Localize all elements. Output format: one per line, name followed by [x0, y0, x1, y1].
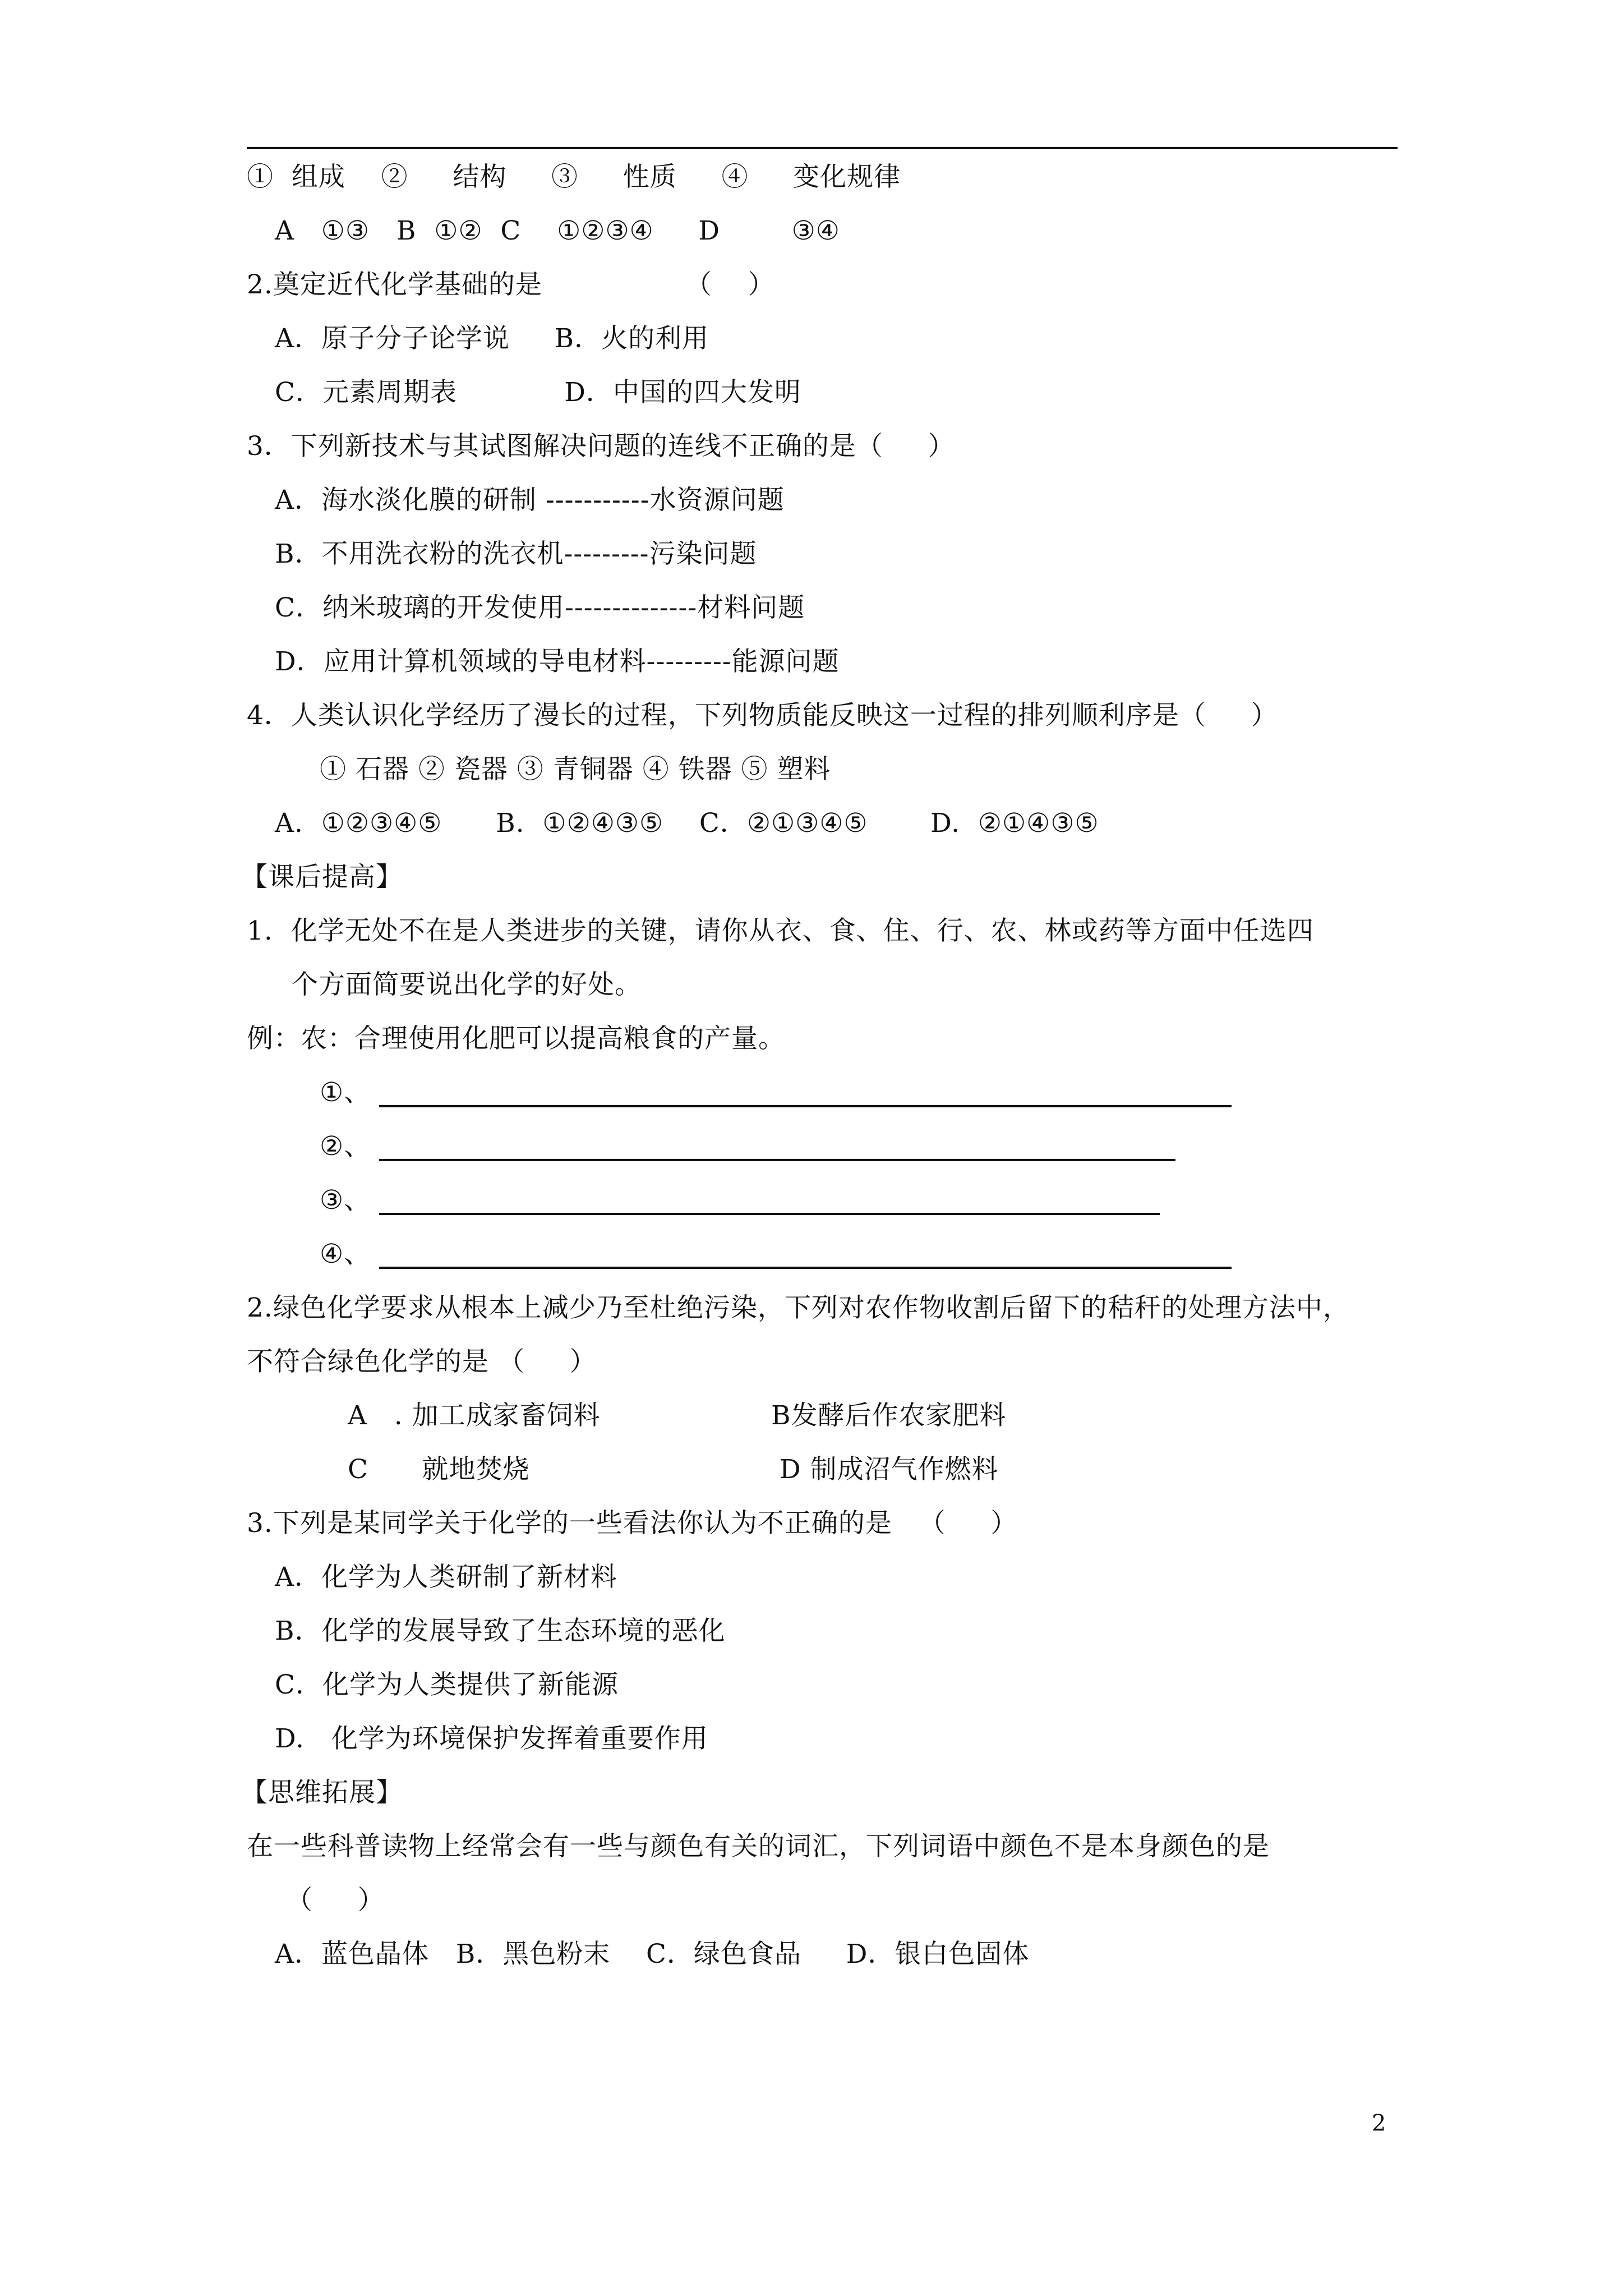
- p2-choice-c: C 就地焚烧: [348, 1454, 530, 1485]
- p3-stem: 3.下列是某同学关于化学的一些看法你认为不正确的是 （ ）: [247, 1508, 1018, 1539]
- answer-label-3: ③、: [320, 1185, 371, 1216]
- q3-stem: 3．下列新技术与其试图解决问题的连线不正确的是（ ）: [247, 431, 955, 462]
- e1-answer-bracket: （ ）: [286, 1885, 385, 1916]
- header-rule: [247, 147, 1398, 149]
- p1-stem-line2: 个方面简要说出化学的好处。: [292, 969, 642, 1000]
- p2-choice-a: A . 加工成家畜饲料: [348, 1400, 601, 1431]
- q4-choices: A. ①②③④⑤ B. ①②④③⑤ C．②①③④⑤ D. ②①④③⑤: [275, 808, 1099, 839]
- answer-blank-4[interactable]: [379, 1267, 1232, 1269]
- section-heading-extension: 【思维拓展】: [241, 1777, 403, 1808]
- answer-blank-3[interactable]: [379, 1213, 1160, 1215]
- answer-label-1: ①、: [320, 1077, 371, 1108]
- q3-choice-c: C．纳米玻璃的开发使用--------------材料问题: [275, 592, 805, 623]
- page-number: 2: [1372, 2110, 1386, 2136]
- q1-choices: A ①③ B ①② C ①②③④ D ③④: [275, 215, 840, 246]
- p1-example: 例：农：合理使用化肥可以提高粮食的产量。: [247, 1023, 785, 1054]
- p3-choice-a: A．化学为人类研制了新材料: [275, 1562, 617, 1593]
- q2-stem: 2.奠定近代化学基础的是 （ ）: [247, 269, 775, 300]
- q3-choice-b: B．不用洗衣粉的洗衣机---------污染问题: [275, 539, 757, 569]
- p2-choice-b: B发酵后作农家肥料: [771, 1400, 1007, 1431]
- q4-stem: 4．人类认识化学经历了漫长的过程，下列物质能反映这一过程的排列顺利序是（ ）: [247, 700, 1278, 731]
- answer-blank-1[interactable]: [379, 1105, 1232, 1107]
- q3-choice-d: D．应用计算机领域的导电材料---------能源问题: [275, 646, 840, 677]
- q2-choices-ab: A．原子分子论学说 B．火的利用: [275, 323, 709, 354]
- q1-options-list: ① 组成 ② 结构 ③ 性质 ④ 变化规律: [247, 162, 901, 192]
- q2-choices-cd: C．元素周期表 D．中国的四大发明: [275, 377, 801, 408]
- p1-stem-line1: 1. 化学无处不在是人类进步的关键，请你从衣、食、住、行、农、林或药等方面中任选四: [247, 915, 1314, 946]
- p2-stem-line1: 2.绿色化学要求从根本上减少乃至杜绝污染，下列对农作物收割后留下的秸秆的处理方法中，: [247, 1292, 1350, 1323]
- p3-choice-c: C．化学为人类提供了新能源: [275, 1669, 619, 1700]
- q4-items: ① 石器 ② 瓷器 ③ 青铜器 ④ 铁器 ⑤ 塑料: [320, 754, 831, 785]
- answer-blank-2[interactable]: [379, 1159, 1175, 1161]
- p2-choice-d: D 制成沼气作燃料: [780, 1454, 999, 1485]
- e1-choices: A．蓝色晶体 B．黑色粉末 C．绿色食品 D．银白色固体: [275, 1939, 1030, 1970]
- e1-stem: 在一些科普读物上经常会有一些与颜色有关的词汇，下列词语中颜色不是本身颜色的是: [247, 1831, 1270, 1862]
- answer-label-2: ②、: [320, 1131, 371, 1162]
- answer-label-4: ④、: [320, 1239, 371, 1269]
- q3-choice-a: A．海水淡化膜的研制 -----------水资源问题: [275, 485, 785, 516]
- p3-choice-d: D. 化学为环境保护发挥着重要作用: [275, 1723, 708, 1754]
- section-heading-after-class: 【课后提高】: [241, 862, 403, 892]
- p3-choice-b: B．化学的发展导致了生态环境的恶化: [275, 1616, 726, 1646]
- p2-stem-line2: 不符合绿色化学的是 （ ）: [247, 1346, 597, 1377]
